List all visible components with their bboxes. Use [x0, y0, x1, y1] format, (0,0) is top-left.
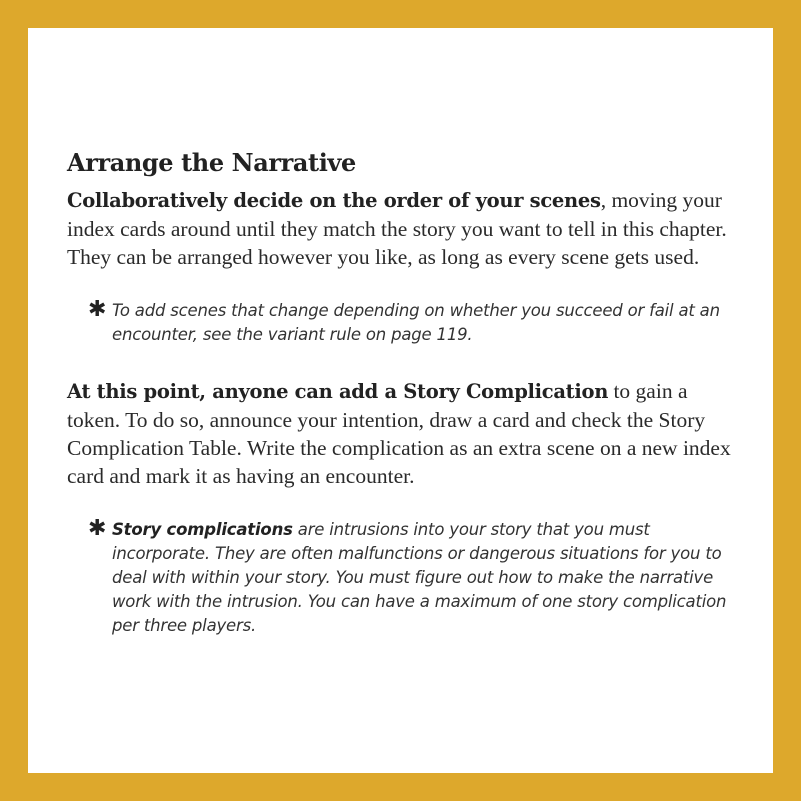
note-story-complications-text: are intrusions into your story that you must incorporate. They are often malfunctions or dangerous situations for you to deal with within your story. You must figure out how to make the narrative work with the intrusion. You can have a maximum of one story complication per three players.	[112, 520, 727, 635]
note-story-complications	[67, 518, 737, 638]
page-card	[28, 28, 773, 773]
paragraph-story-complication-body: to gain a token. To do so, announce your intention, draw a card and check the Story Complication Table. Write the complication as an extra scene on a new index card and mark it as having an encounter.	[67, 379, 731, 488]
paragraph-arrange-scenes-lead: Collaboratively decide on the order of your scenes	[67, 189, 601, 212]
asterisk-bullet-icon: ✱	[88, 297, 107, 322]
content-column	[67, 148, 737, 668]
paragraph-story-complication	[67, 377, 737, 490]
note-variant-rule	[67, 299, 737, 347]
note-variant-rule-text: To add scenes that change depending on whether you succeed or fail at an encounter, see the variant rule on page 119.	[112, 301, 720, 344]
paragraph-arrange-scenes	[67, 186, 737, 271]
paragraph-arrange-scenes-body: , moving your index cards around until they match the story you want to tell in this chapter. They can be arranged however you like, as long as every scene gets used.	[67, 188, 727, 269]
section-heading: Arrange the Narrative	[67, 148, 356, 177]
asterisk-bullet-icon: ✱	[88, 516, 107, 541]
paragraph-story-complication-lead: At this point, anyone can add a Story Complication	[67, 380, 609, 403]
note-story-complications-lead: Story complications	[112, 520, 293, 539]
